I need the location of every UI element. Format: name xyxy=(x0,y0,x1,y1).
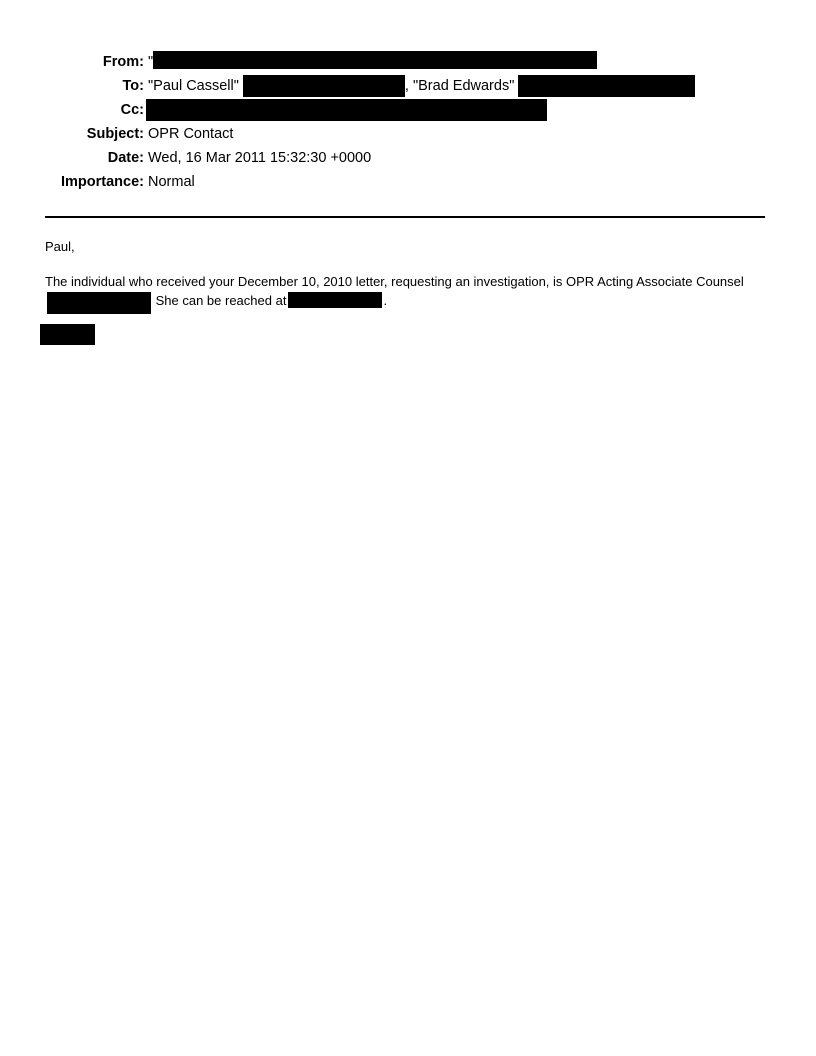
to-value xyxy=(148,75,695,97)
body-line-2-end: . xyxy=(383,293,388,308)
to-recipient-2: , "Brad Edwards" xyxy=(404,78,519,94)
cc-label: Cc: xyxy=(120,102,144,118)
header-subject-row xyxy=(0,123,816,145)
redaction-signature xyxy=(40,324,95,345)
redaction-cc xyxy=(146,99,547,121)
subject-label: Subject: xyxy=(86,126,144,142)
date-value: Wed, 16 Mar 2011 15:32:30 +0000 xyxy=(148,150,372,166)
header-importance-row xyxy=(0,171,816,193)
importance-value: Normal xyxy=(148,174,195,190)
redaction-to-email-2 xyxy=(518,75,695,97)
header-to-row xyxy=(0,75,816,97)
redaction-from xyxy=(153,51,597,69)
from-label: From: xyxy=(102,54,144,70)
to-recipient-1: "Paul Cassell" xyxy=(148,78,243,94)
redaction-contact-phone xyxy=(288,292,382,308)
redaction-counsel-name xyxy=(47,292,151,314)
body-line-1: The individual who received your December 10, 2010 letter, requesting an investigation, is OPR Acting Associate Counsel xyxy=(45,274,744,289)
redaction-to-email-1 xyxy=(243,75,405,97)
header-date-row xyxy=(0,147,816,169)
importance-label: Importance: xyxy=(61,174,144,190)
body-line-2-text: She can be reached at xyxy=(152,293,287,308)
subject-value: OPR Contact xyxy=(148,126,234,142)
header-divider xyxy=(45,216,765,218)
from-value-text: " xyxy=(148,54,154,70)
body-salutation: Paul, xyxy=(45,239,75,254)
date-label: Date: xyxy=(107,150,144,166)
to-label: To: xyxy=(122,78,144,94)
